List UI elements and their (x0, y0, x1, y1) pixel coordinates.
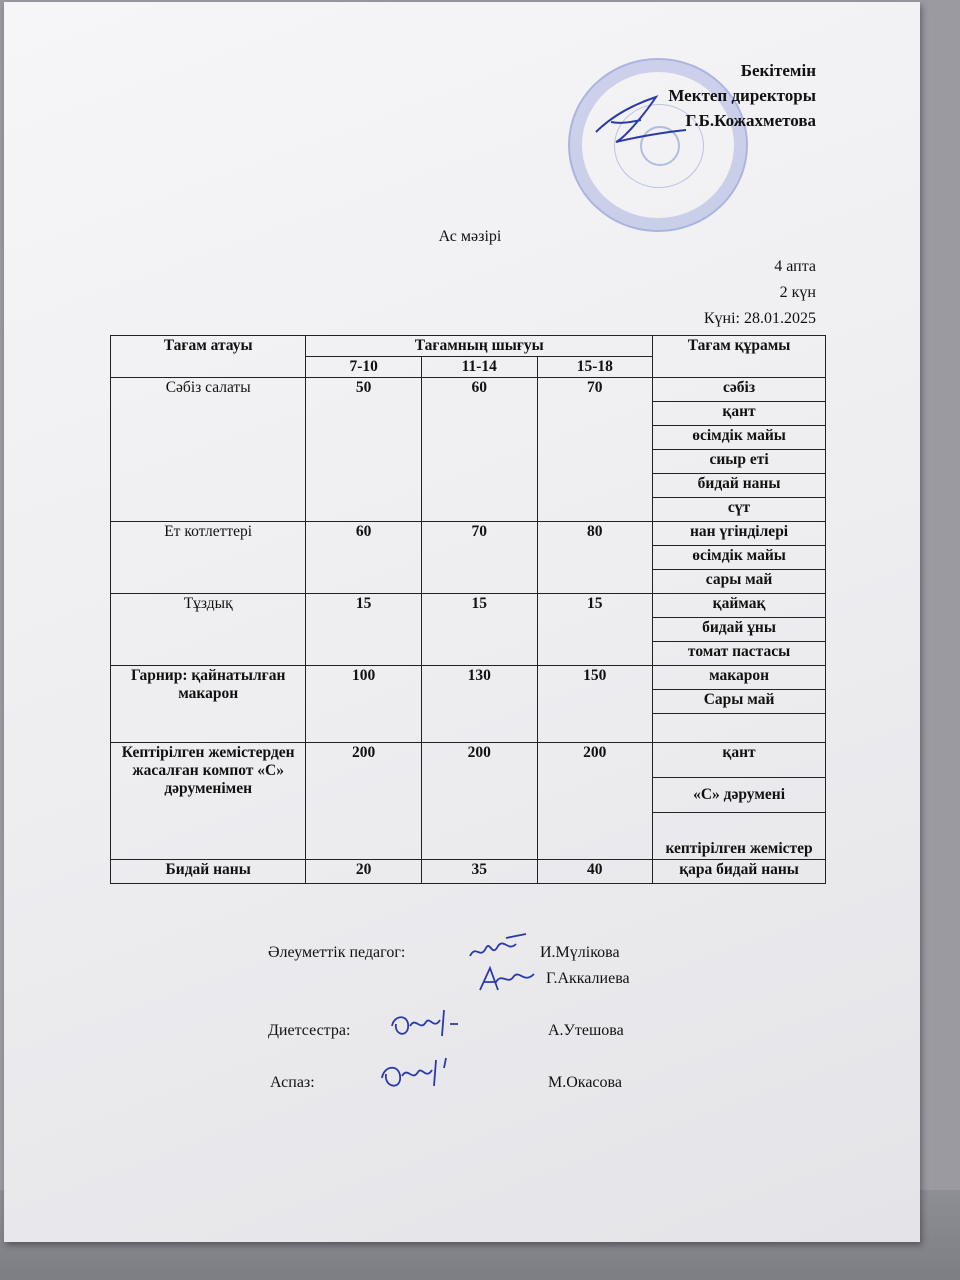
header-composition: Тағам құрамы (653, 336, 826, 378)
table-row (111, 522, 826, 546)
ingredient (653, 714, 826, 743)
ingredient: қант (653, 743, 826, 778)
dish-value: 35 (421, 860, 537, 884)
menu-table (110, 335, 826, 884)
dish-value: 15 (421, 594, 537, 666)
approval-line-1: Бекітемін (740, 61, 816, 80)
dietitian-label: Диетсестра: (268, 1022, 351, 1039)
dish-value: 200 (537, 743, 653, 860)
social-pedagogue-name-1: И.Мүлікова (540, 944, 620, 961)
table-header-row (111, 336, 826, 357)
dish-name: Бидай наны (111, 860, 306, 884)
table-row (111, 594, 826, 618)
table-row (111, 378, 826, 402)
ingredient: сәбіз (653, 378, 826, 402)
social-pedagogue-signature-2 (474, 960, 544, 996)
header-dish-name: Тағам атауы (111, 336, 306, 378)
dish-value: 40 (537, 860, 653, 884)
dish-value: 80 (537, 522, 653, 594)
day-label: 2 күн (779, 284, 816, 301)
dish-value: 200 (421, 743, 537, 860)
social-pedagogue-name-2: Г.Аккалиева (546, 970, 630, 987)
dish-value: 15 (537, 594, 653, 666)
dish-name: Ет котлеттері (111, 522, 306, 594)
ingredient: томат пастасы (653, 642, 826, 666)
dietitian-signature (386, 1006, 466, 1042)
age-group-3: 15-18 (537, 357, 653, 378)
social-pedagogue-label: Әлеуметтік педагог: (268, 944, 406, 961)
dish-value: 70 (537, 378, 653, 522)
ingredient: нан үгінділері (653, 522, 826, 546)
approval-block (668, 58, 816, 133)
ingredient: «С» дәрумені (653, 778, 826, 813)
dish-value: 60 (306, 522, 422, 594)
ingredient: кептірілген жемістер (653, 813, 826, 860)
dish-name: Кептірілген жемістерден жасалған компот «С» дәруменімен (111, 743, 306, 860)
page-title: Ас мәзірі (438, 228, 502, 245)
ingredient: өсімдік майы (653, 426, 826, 450)
dish-value: 100 (306, 666, 422, 743)
ingredient: сүт (653, 498, 826, 522)
dish-value: 60 (421, 378, 537, 522)
dish-value: 70 (421, 522, 537, 594)
date-label: Күні: 28.01.2025 (703, 310, 816, 327)
dish-value: 200 (306, 743, 422, 860)
dish-name: Гарнир: қайнатылған макарон (111, 666, 306, 743)
age-group-2: 11-14 (421, 357, 537, 378)
cook-name: М.Окасова (548, 1074, 622, 1091)
ingredient: макарон (653, 666, 826, 690)
table-row (111, 743, 826, 778)
ingredient: өсімдік майы (653, 546, 826, 570)
week-label: 4 апта (774, 258, 816, 275)
ingredient: бидай ұны (653, 618, 826, 642)
cook-label: Аспаз: (270, 1074, 315, 1091)
table-row (111, 860, 826, 884)
ingredient: Сары май (653, 690, 826, 714)
dietitian-name: А.Утешова (548, 1022, 624, 1039)
dish-name: Тұздық (111, 594, 306, 666)
ingredient: қаймақ (653, 594, 826, 618)
dish-value: 130 (421, 666, 537, 743)
ingredient: сары май (653, 570, 826, 594)
approval-line-3: Г.Б.Кожахметова (685, 111, 816, 130)
ingredient: бидай наны (653, 474, 826, 498)
dish-name: Сәбіз салаты (111, 378, 306, 522)
cook-signature (376, 1054, 466, 1094)
ingredient: сиыр еті (653, 450, 826, 474)
ingredient: қант (653, 402, 826, 426)
ingredient: қара бидай наны (653, 860, 826, 884)
dish-value: 20 (306, 860, 422, 884)
age-group-1: 7-10 (306, 357, 422, 378)
dish-value: 50 (306, 378, 422, 522)
table-row (111, 666, 826, 690)
dish-value: 15 (306, 594, 422, 666)
approval-line-2: Мектеп директоры (668, 86, 816, 105)
dish-value: 150 (537, 666, 653, 743)
header-output: Тағамның шығуы (306, 336, 653, 357)
